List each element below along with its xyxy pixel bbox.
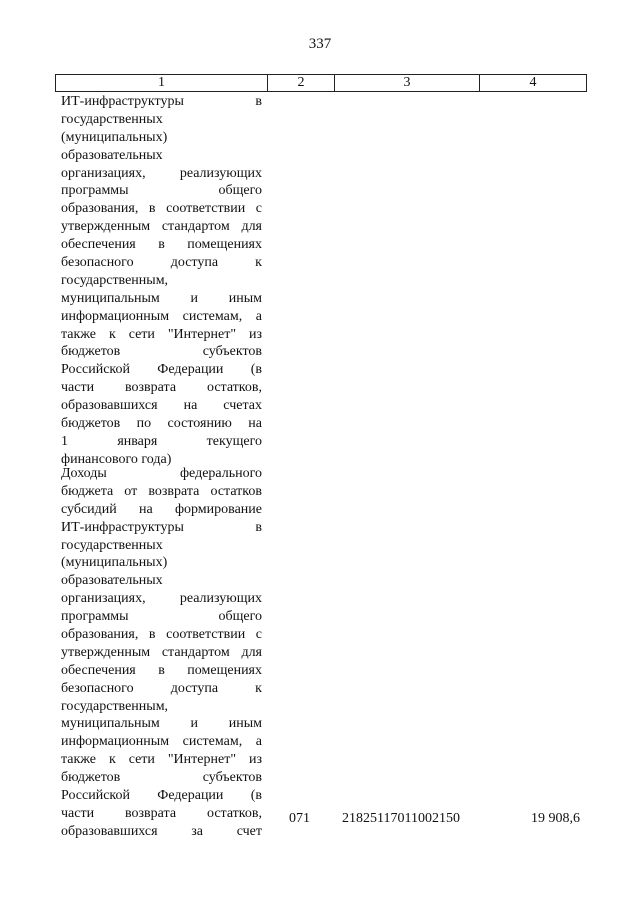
description-line: бюджетов по состоянию на xyxy=(61,416,262,432)
description-line: образования, в соответствии с xyxy=(61,627,262,643)
description-line: (муниципальных) xyxy=(61,555,168,571)
table-header-col-4: 4 xyxy=(529,75,537,90)
description-line: организациях, реализующих xyxy=(61,165,262,181)
description-line: государственным, xyxy=(61,698,169,714)
description-line: программы общего xyxy=(61,609,262,625)
description-line: организациях, реализующих xyxy=(61,591,262,607)
description-line: части возврата остатков, xyxy=(61,380,262,396)
description-line: обеспечения в помещениях xyxy=(61,237,262,253)
description-line: 1 января текущего xyxy=(61,433,262,449)
description-line: образовавшихся на счетах xyxy=(61,398,262,414)
description-line: бюджета от возврата остатков xyxy=(61,483,262,499)
description-line: программы общего xyxy=(61,183,262,199)
admin-code: 071 xyxy=(289,811,310,826)
table-header-col-1: 1 xyxy=(56,75,268,91)
description-line: государственных xyxy=(61,111,163,127)
description-line: бюджетов субъектов xyxy=(61,770,262,786)
description-line: (муниципальных) xyxy=(61,129,168,145)
description-line: информационным системам, а xyxy=(61,308,262,324)
description-line: утвержденным стандартом для xyxy=(61,219,262,235)
budget-classification-code: 21825117011002150 xyxy=(342,811,460,826)
description-line: части возврата остатков, xyxy=(61,805,262,821)
description-line: безопасного доступа к xyxy=(61,680,262,696)
description-line: образовавшихся за счет xyxy=(61,823,262,839)
amount-value: 19 908,6 xyxy=(531,811,580,826)
description-line: государственных xyxy=(61,537,163,553)
description-line: ИТ-инфраструктуры в xyxy=(61,519,262,535)
table-header-row xyxy=(55,74,587,92)
description-line: муниципальным и иным xyxy=(61,716,262,732)
description-line: также к сети "Интернет" из xyxy=(61,326,262,342)
table-header-col-2: 2 xyxy=(268,75,335,91)
description-line: безопасного доступа к xyxy=(61,255,262,271)
description-line: Российской Федерации (в xyxy=(61,788,262,804)
row-description-continued xyxy=(61,93,262,469)
description-line: образовательных xyxy=(61,573,163,589)
row-description xyxy=(61,465,262,841)
description-line: также к сети "Интернет" из xyxy=(61,752,262,768)
description-line: обеспечения в помещениях xyxy=(61,662,262,678)
description-line: муниципальным и иным xyxy=(61,290,262,306)
description-line: Российской Федерации (в xyxy=(61,362,262,378)
table-header-col-3: 3 xyxy=(335,75,480,91)
description-line: образовательных xyxy=(61,147,163,163)
description-line: бюджетов субъектов xyxy=(61,344,262,360)
description-line: финансового года) xyxy=(61,451,172,467)
description-line: образования, в соответствии с xyxy=(61,201,262,217)
description-line: ИТ-инфраструктуры в xyxy=(61,94,262,109)
description-line: государственным, xyxy=(61,272,169,288)
description-line: Доходы федерального xyxy=(61,466,262,481)
page-number: 337 xyxy=(308,36,332,52)
description-line: утвержденным стандартом для xyxy=(61,644,262,660)
description-line: субсидий на формирование xyxy=(61,501,262,517)
description-line: информационным системам, а xyxy=(61,734,262,750)
